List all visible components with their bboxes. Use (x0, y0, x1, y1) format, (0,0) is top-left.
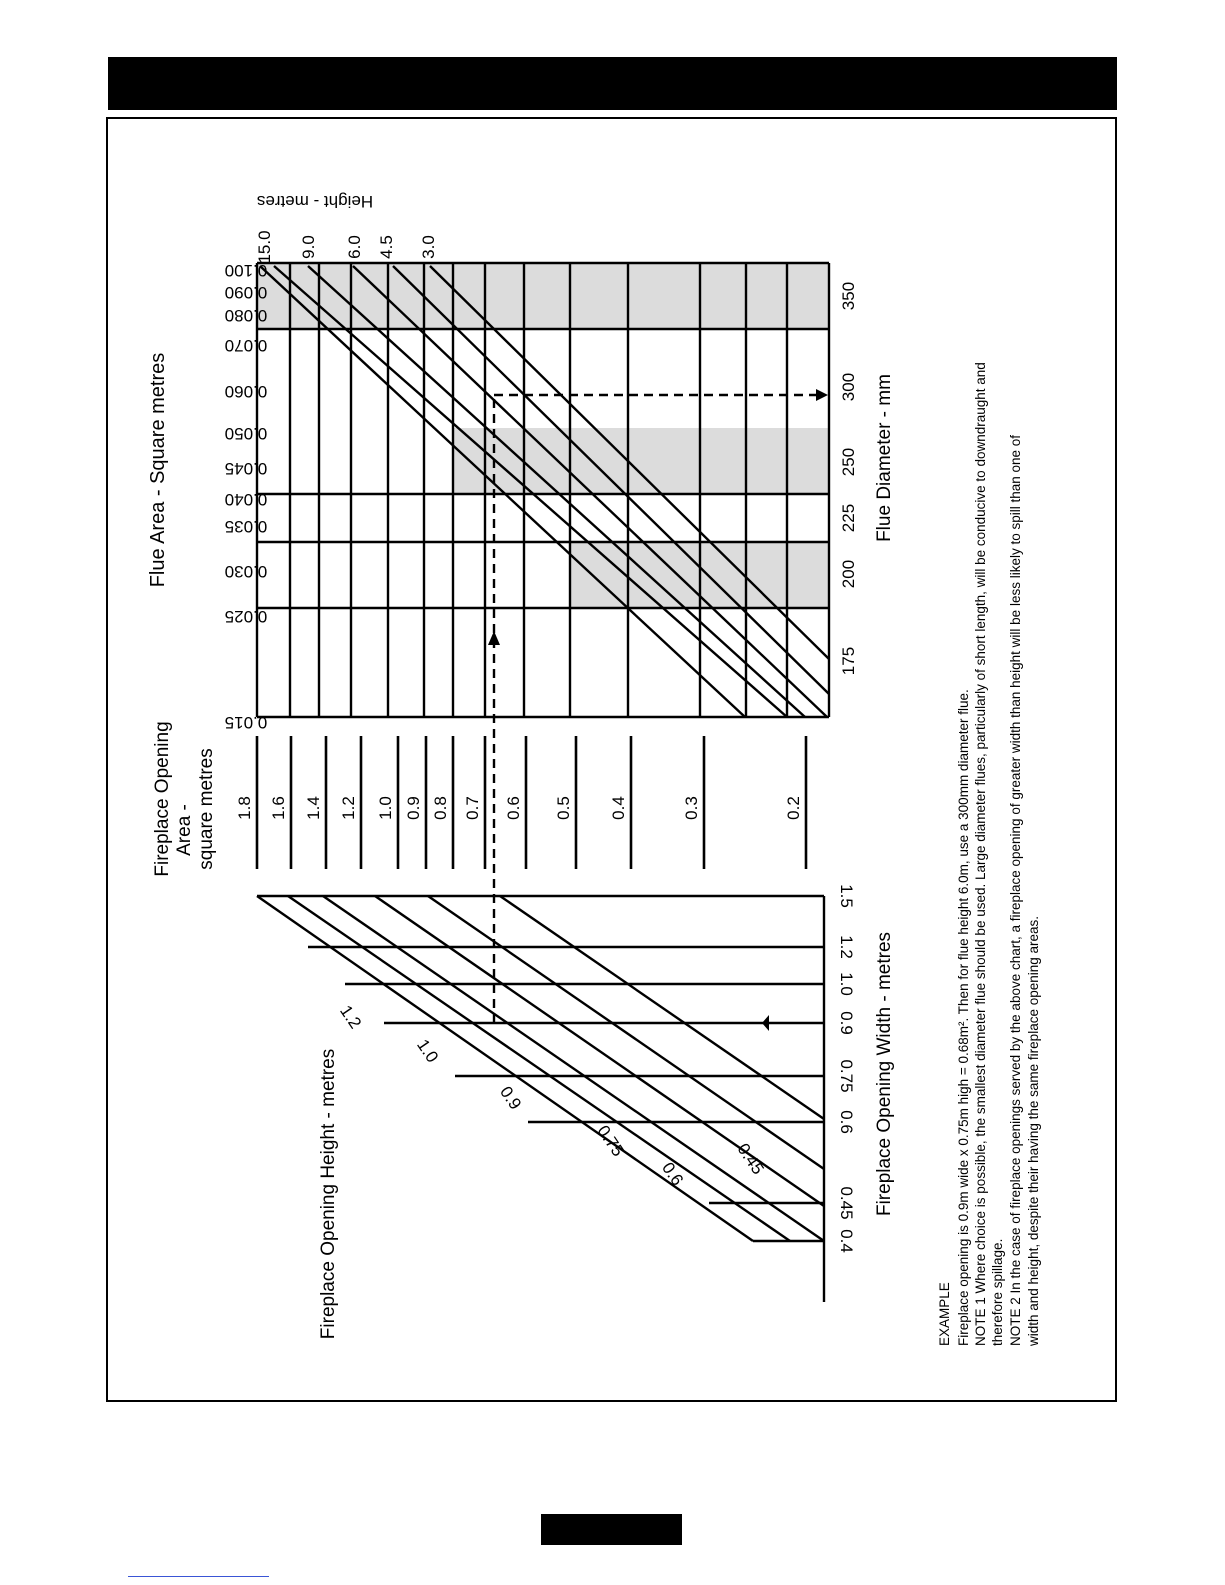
fireplace-area-label: 0.9 (404, 796, 423, 820)
fireplace-height-label: 0.9 (496, 1082, 526, 1114)
flue-height-label: 4.5 (377, 235, 396, 259)
flue-area-tick: 0.100 (224, 261, 268, 280)
fireplace-area-title: Fireplace Opening (152, 721, 173, 877)
flue-area-tick: 0.030 (224, 562, 268, 581)
fireplace-area-title: square metres (196, 748, 217, 870)
flue-area-tick: 0.045 (224, 459, 268, 478)
example-heading: EXAMPLE (937, 1282, 952, 1346)
fireplace-area-label: 0.4 (609, 796, 628, 820)
fireplace-area-label: 1.6 (269, 796, 288, 820)
fireplace-height-label: 0.75 (593, 1121, 628, 1160)
flue-height-title: Height - metres (256, 192, 374, 211)
flue-height-label: 15.0 (255, 230, 274, 264)
fireplace-width-label: 0.75 (837, 1059, 856, 1093)
example-arrow-head (816, 389, 828, 401)
flue-area-tick: 0.060 (224, 382, 268, 401)
flue-diameter-label: 225 (839, 503, 858, 533)
fireplace-area-title: Area - (174, 804, 195, 856)
fireplace-height-label: 0.45 (733, 1139, 768, 1178)
flue-height-label: 3.0 (419, 235, 438, 259)
fireplace-width-label: 0.6 (837, 1110, 856, 1134)
fireplace-height-label: 0.6 (658, 1158, 688, 1190)
fireplace-area-label: 0.7 (463, 796, 482, 820)
fireplace-size-grid (257, 884, 895, 1339)
flue-height-label: 6.0 (345, 235, 364, 259)
flue-area-title: Flue Area - Square metres (147, 352, 169, 588)
fireplace-area-label: 1.4 (304, 796, 323, 820)
fireplace-height-title: Fireplace Opening Height - metres (318, 1048, 339, 1340)
fireplace-width-label: 1.0 (837, 972, 856, 996)
fireplace-width-title: Fireplace Opening Width - metres (874, 931, 895, 1217)
fireplace-area-label: 0.6 (504, 796, 523, 820)
flue-area-tick: 0.025 (224, 607, 268, 626)
flue-sizing-nomogram (108, 119, 1115, 1400)
flue-grid (147, 192, 895, 732)
flue-area-tick: 0.015 (224, 713, 268, 732)
fireplace-width-label: 0.4 (837, 1229, 856, 1253)
fireplace-area-label: 1.8 (235, 796, 254, 820)
fireplace-area-label: 0.5 (554, 796, 573, 820)
example-arrow-head (762, 1015, 769, 1031)
flue-diameter-label: 300 (839, 372, 858, 402)
fireplace-height-label: 1.0 (413, 1035, 443, 1067)
flue-diameter-label: 350 (839, 281, 858, 311)
chart-frame (106, 117, 1117, 1402)
shade-band-2 (453, 428, 829, 494)
flue-area-tick: 0.040 (224, 490, 268, 509)
flue-height-label: 9.0 (299, 235, 318, 259)
note2-line2: width and height, despite their having the same fireplace opening areas. (1026, 915, 1041, 1346)
fireplace-area-label: 1.0 (376, 796, 395, 820)
example-arrow-head (488, 631, 500, 645)
fireplace-width-label: 1.2 (837, 935, 856, 959)
fireplace-area-label: 1.2 (339, 796, 358, 820)
example-text: Fireplace opening is 0.9m wide x 0.75m high = 0.68m². Then for flue height 6.0m, use a 300mm diameter flue. (956, 689, 971, 1346)
note1-line2: therefore spillage. (990, 1238, 1005, 1346)
flue-area-tick: 0.090 (224, 283, 268, 302)
flue-area-tick: 0.050 (224, 424, 268, 443)
footer-page-marker (541, 1514, 682, 1545)
note1-line1: NOTE 1 Where choice is possible, the smallest diameter flue should be used. Large diameter flues, particularly of short length, will be conducive to downdraught and (973, 362, 988, 1346)
footer-link-underline (128, 1576, 269, 1577)
fireplace-area-label: 0.8 (431, 796, 450, 820)
fireplace-area-label: 0.3 (682, 796, 701, 820)
fireplace-height-label: 1.2 (336, 1001, 366, 1033)
fireplace-area-scale (152, 721, 806, 876)
fireplace-width-label: 0.9 (837, 1011, 856, 1035)
fireplace-area-label: 0.2 (784, 796, 803, 820)
flue-area-tick: 0.035 (224, 517, 268, 536)
note2-line1: NOTE 2 In the case of fireplace openings served by the above chart, a fireplace opening of greater width than height will be less likely to spill than one of (1008, 434, 1023, 1346)
flue-diameter-label: 175 (839, 646, 858, 676)
fireplace-width-label: 0.45 (837, 1186, 856, 1220)
notes-block (937, 362, 1041, 1347)
flue-diameter-title: Flue Diameter - mm (874, 374, 895, 542)
fireplace-width-label: 1.5 (837, 884, 856, 908)
flue-area-tick: 0.080 (224, 306, 268, 325)
flue-diameter-label: 250 (839, 447, 858, 477)
flue-diameter-label: 200 (839, 559, 858, 589)
header-bar (108, 57, 1117, 110)
flue-area-tick: 0.070 (224, 336, 268, 355)
